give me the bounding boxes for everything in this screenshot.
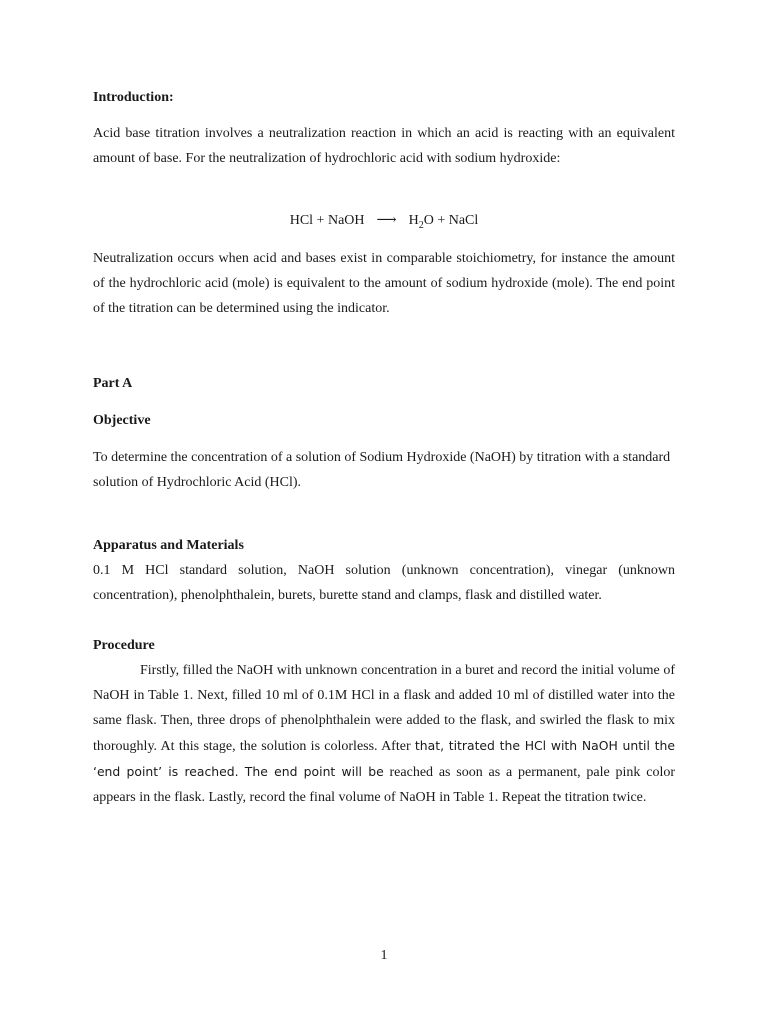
reaction-arrow-icon: ⟶	[376, 213, 397, 228]
introduction-paragraph-2: Neutralization occurs when acid and bases exist in comparable stoichiometry, for instance the amount of the hydrochloric acid (mole) is equivalent to the amount of sodium hydroxide (mole). The end point of the titration can be determined using the indicator.	[93, 251, 675, 316]
equation-product-h: H	[408, 213, 419, 228]
introduction-heading: Introduction:	[93, 90, 174, 105]
procedure-heading: Procedure	[93, 638, 155, 653]
apparatus-text: 0.1 M HCl standard solution, NaOH solution (unknown concentration), vinegar (unknown concentration), phenolphthalein, burets, burette stand and clamps, flask and distilled water.	[93, 563, 675, 603]
part-a-heading: Part A	[93, 376, 133, 391]
objective-text: To determine the concentration of a solution of Sodium Hydroxide (NaOH) by titration with a standard solution of Hydrochloric Acid (HCl).	[93, 450, 671, 490]
apparatus-heading: Apparatus and Materials	[93, 538, 244, 553]
equation-reactants: HCl + NaOH	[289, 213, 365, 228]
equation-product-subscript: 2	[418, 219, 424, 231]
objective-heading: Objective	[93, 413, 151, 428]
page-number: 1	[380, 948, 388, 963]
procedure-text-part-3: reached as soon as a permanent, pale pink color appears in the flask. Lastly, record the final volume of NaOH in Table 1. Repeat the titration twice.	[93, 765, 675, 805]
procedure-text-part-1: Firstly, filled the NaOH with unknown concentration in a buret and record the initial volume of NaOH in Table 1. Next, filled 10 ml of 0.1M HCl in a flask and added 10 ml of distilled water into the same flask. Then, three drops of phenolphthalein were added to the flask, and swirled the flask to mix thoroughly. At this stage, the solution is colorless. After	[93, 663, 675, 754]
introduction-paragraph-1: Acid base titration involves a neutralization reaction in which an acid is reacting with an equivalent amount of base. For the neutralization of hydrochloric acid with sodium hydroxide:	[93, 126, 675, 166]
procedure-text	[93, 658, 675, 810]
equation-product-rest: O + NaCl	[423, 213, 479, 228]
neutralization-equation	[93, 208, 675, 233]
procedure-text-part-2: that, titrated the HCl with NaOH until the ‘end point’ is reached. The end point will be	[93, 738, 676, 779]
